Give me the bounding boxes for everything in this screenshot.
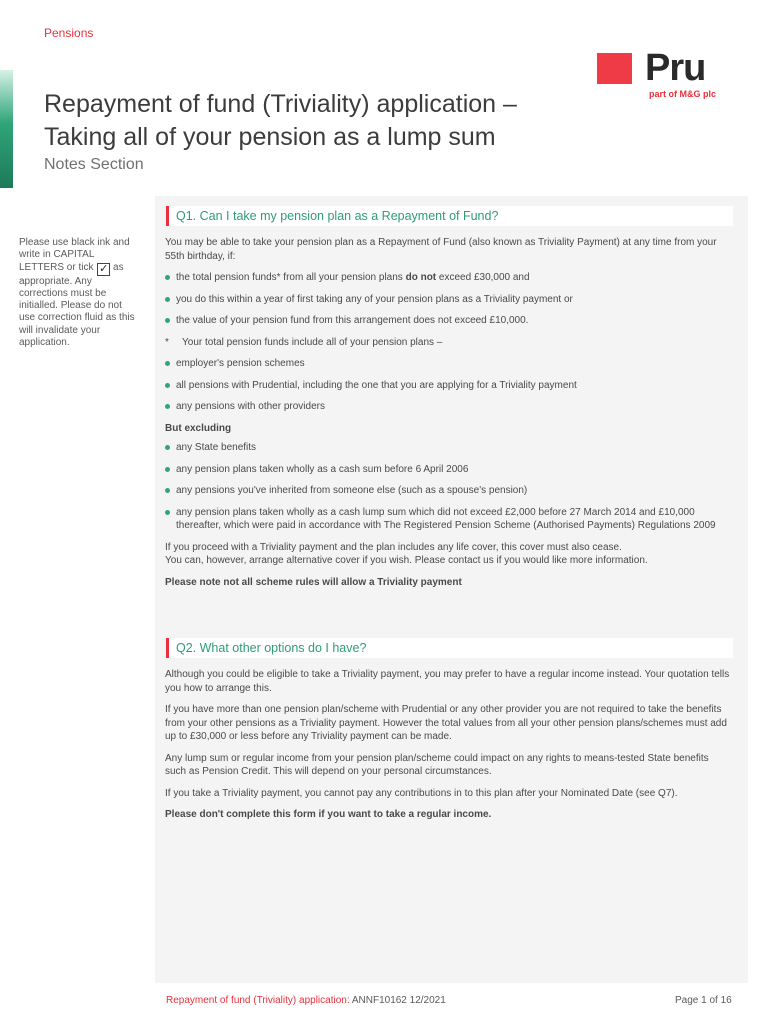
footer-doc-code: ANNF10162 12/2021 (351, 995, 446, 1006)
section-label: Pensions (44, 26, 94, 40)
q2-paragraph-4: If you take a Triviality payment, you cannot pay any contributions in to this plan after your Nominated Date (see Q7). (165, 787, 678, 799)
page-title: Repayment of fund (Triviality) application – Taking all of your pension as a lump sum (44, 90, 517, 151)
page-number: Page 1 of 16 (675, 995, 732, 1006)
q1-life-cover-1: If you proceed with a Triviality payment and the plan includes any life cover, this cover must also cease. (165, 541, 622, 553)
q1-life-cover-2: You can, however, arrange alternative cover if you wish. Please contact us if you would like more information. (165, 555, 648, 566)
q2-paragraph-1: Although you could be eligible to take a Triviality payment, you may prefer to have a regular income instead. Your quotation tells you how to arrange this. (165, 669, 730, 694)
q1-include-3: any pensions with other providers (165, 400, 730, 414)
q1-star-note: * Your total pension funds include all of your pension plans – (165, 336, 443, 348)
instructions-line-1: Please use black ink and write in CAPITAL LETTERS or tick (19, 237, 130, 273)
q1-includes-list (165, 357, 730, 414)
q1-exclude-2: any pension plans taken wholly as a cash sum before 6 April 2006 (165, 463, 730, 477)
q2-body (165, 668, 730, 830)
q1-excluding-label: But excluding (165, 422, 232, 434)
footer-document-name (166, 995, 446, 1006)
instructions-note (19, 237, 139, 349)
q1-exclude-4: any pension plans taken wholly as a cash lump sum which did not exceed £2,000 before 27 March 2014 and £10,000 thereafter, which were paid in accordance with The Registered Pension Scheme (Authorised Payments) Regulations 2009 (165, 506, 730, 533)
logo-square-icon (597, 53, 632, 84)
q2-paragraph-2: If you have more than one pension plan/scheme with Prudential or any other provider you are not required to take the benefits from your other pensions as a Triviality payment. However the total values from all your other pension plans/schemes must add up to £30,000 or less before any Triviality payment can be made. (165, 704, 727, 742)
q1-exclude-3: any pensions you've inherited from someone else (such as a spouse's pension) (165, 484, 730, 498)
q1-scheme-note: Please note not all scheme rules will allow a Triviality payment (165, 576, 462, 588)
q2-heading: Q2. What other options do I have? (166, 638, 733, 658)
prudential-logo (597, 47, 722, 101)
q1-exclude-1: any State benefits (165, 441, 730, 455)
q1-condition-2: you do this within a year of first taking any of your pension plans as a Triviality payment or (165, 293, 730, 307)
q1-conditions-list (165, 271, 730, 328)
q1-body (165, 236, 730, 597)
q1-heading: Q1. Can I take my pension plan as a Repayment of Fund? (166, 206, 733, 226)
q1-excludes-list (165, 441, 730, 533)
q2-paragraph-3: Any lump sum or regular income from your pension plan/scheme could impact on any rights to means-tested State benefits such as Pension Credit. This will depend on your personal circumstances. (165, 752, 709, 777)
logo-word: Pru (645, 47, 706, 89)
q1-include-2: all pensions with Prudential, including the one that you are applying for a Triviality payment (165, 379, 730, 393)
q2-paragraph-5: Please don't complete this form if you want to take a regular income. (165, 809, 492, 820)
q1-condition-3: the value of your pension fund from this arrangement does not exceed £10,000. (165, 314, 730, 328)
tick-box-icon: ✓ (99, 262, 109, 275)
decorative-side-bar (0, 70, 13, 188)
footer-doc-title: Repayment of fund (Triviality) application: (166, 995, 350, 1006)
logo-subtitle: part of M&G plc (649, 89, 716, 99)
page-subtitle: Notes Section (44, 156, 144, 173)
q1-include-1: employer's pension schemes (165, 357, 730, 371)
q1-condition-1: the total pension funds* from all your pension plans do not exceed £30,000 and (165, 271, 730, 285)
q1-intro: You may be able to take your pension plan as a Repayment of Fund (also known as Triviality Payment) at any time from your 55th birthday, if: (165, 237, 717, 262)
instructions-line-2: as appropriate. Any corrections must be initialled. Please do not use correction fluid as this will invalidate your application. (19, 261, 135, 349)
